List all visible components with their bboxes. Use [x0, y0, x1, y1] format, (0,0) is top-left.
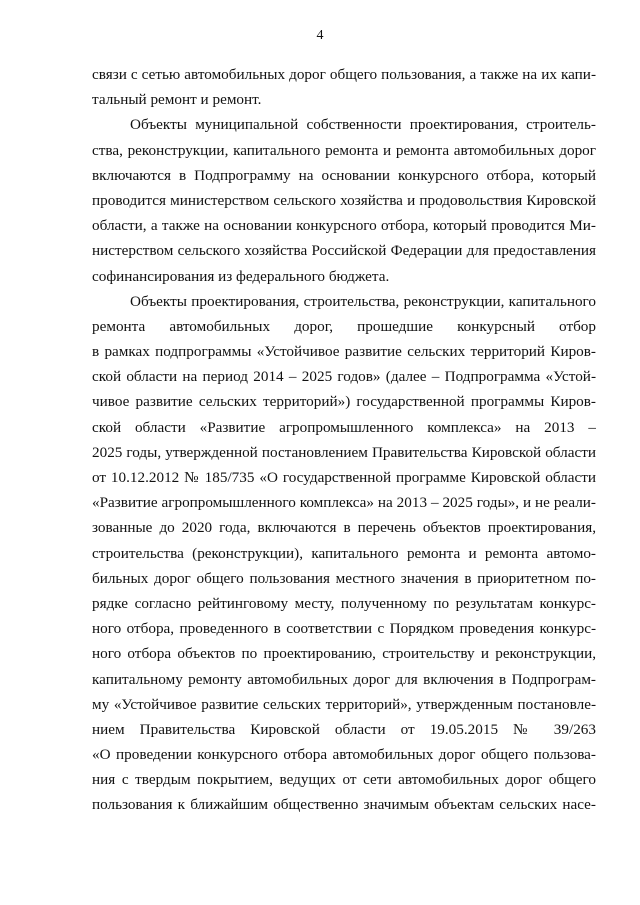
- text-line: включаются в Подпрограмму на основании конкурсного отбора, который: [92, 166, 596, 184]
- text-line: связи с сетью автомобильных дорог общего пользования, а также на их капи-: [92, 66, 596, 83]
- text-line: му «Устойчивое развитие сельских территорий», утвержденным постановле-: [92, 695, 596, 713]
- text-line: зованные до 2020 года, включаются в перечень объектов проектирования,: [92, 519, 596, 537]
- text-line: области, а также на основании конкурсного отбора, который проводится Ми-: [92, 217, 596, 235]
- text-line: ного отбора объектов по проектированию, строительству и реконструкции,: [92, 645, 596, 663]
- text-line: «О проведении конкурсного отбора автомобильных дорог общего пользова-: [92, 746, 596, 764]
- text-line: софинансирования из федерального бюджета.: [92, 267, 390, 285]
- text-line: бильных дорог общего пользования местного значения в приоритетном по-: [92, 569, 596, 587]
- text-line: строительства (реконструкции), капитального ремонта и ремонта автомо-: [92, 544, 596, 562]
- text-line: проводится министерством сельского хозяйства и продовольствия Кировской: [92, 191, 596, 209]
- text-line: пользования к ближайшим общественно значимым объектам сельских насе-: [92, 796, 596, 814]
- text-line: в рамках подпрограммы «Устойчивое развитие сельских территорий Киров-: [92, 343, 596, 361]
- text-line: чивое развитие сельских территорий») государственной программы Киров-: [92, 393, 596, 411]
- text-line: «Развитие агропромышленного комплекса» на 2013 – 2025 годы», и не реали-: [92, 494, 596, 512]
- text-line: нием Правительства Кировской области от 19.05.2015 № 39/263: [92, 720, 596, 738]
- body-text: [92, 62, 596, 818]
- text-line: ния с твердым покрытием, ведущих от сети автомобильных дорог общего: [92, 771, 596, 789]
- text-line: Объекты муниципальной собственности проектирования, строитель-: [130, 116, 596, 134]
- text-line: нистерством сельского хозяйства Российской Федерации для предоставления: [92, 242, 596, 260]
- text-line: ремонта автомобильных дорог, прошедшие конкурсный отбор: [92, 317, 596, 335]
- text-line: ской области на период 2014 – 2025 годов» (далее – Подпрограмма «Устой-: [92, 368, 596, 386]
- text-line: капитальному ремонту автомобильных дорог для включения в Подпрограм-: [92, 670, 596, 688]
- text-line: тальный ремонт и ремонт.: [92, 91, 262, 109]
- text-line: 2025 годы, утвержденной постановлением Правительства Кировской области: [92, 443, 596, 461]
- text-line: от 10.12.2012 № 185/735 «О государственной программе Кировской области: [92, 469, 596, 486]
- text-line: ного отбора, проведенного в соответствии с Порядком проведения конкурс-: [92, 620, 596, 638]
- text-line: рядке согласно рейтинговому месту, полученному по результатам конкурс-: [92, 594, 596, 612]
- text-line: Объекты проектирования, строительства, реконструкции, капитального: [130, 292, 596, 310]
- page-number: 4: [316, 28, 324, 43]
- text-line: ской области «Развитие агропромышленного комплекса» на 2013 –: [92, 418, 596, 436]
- text-line: ства, реконструкции, капитального ремонта и ремонта автомобильных дорог: [92, 141, 596, 159]
